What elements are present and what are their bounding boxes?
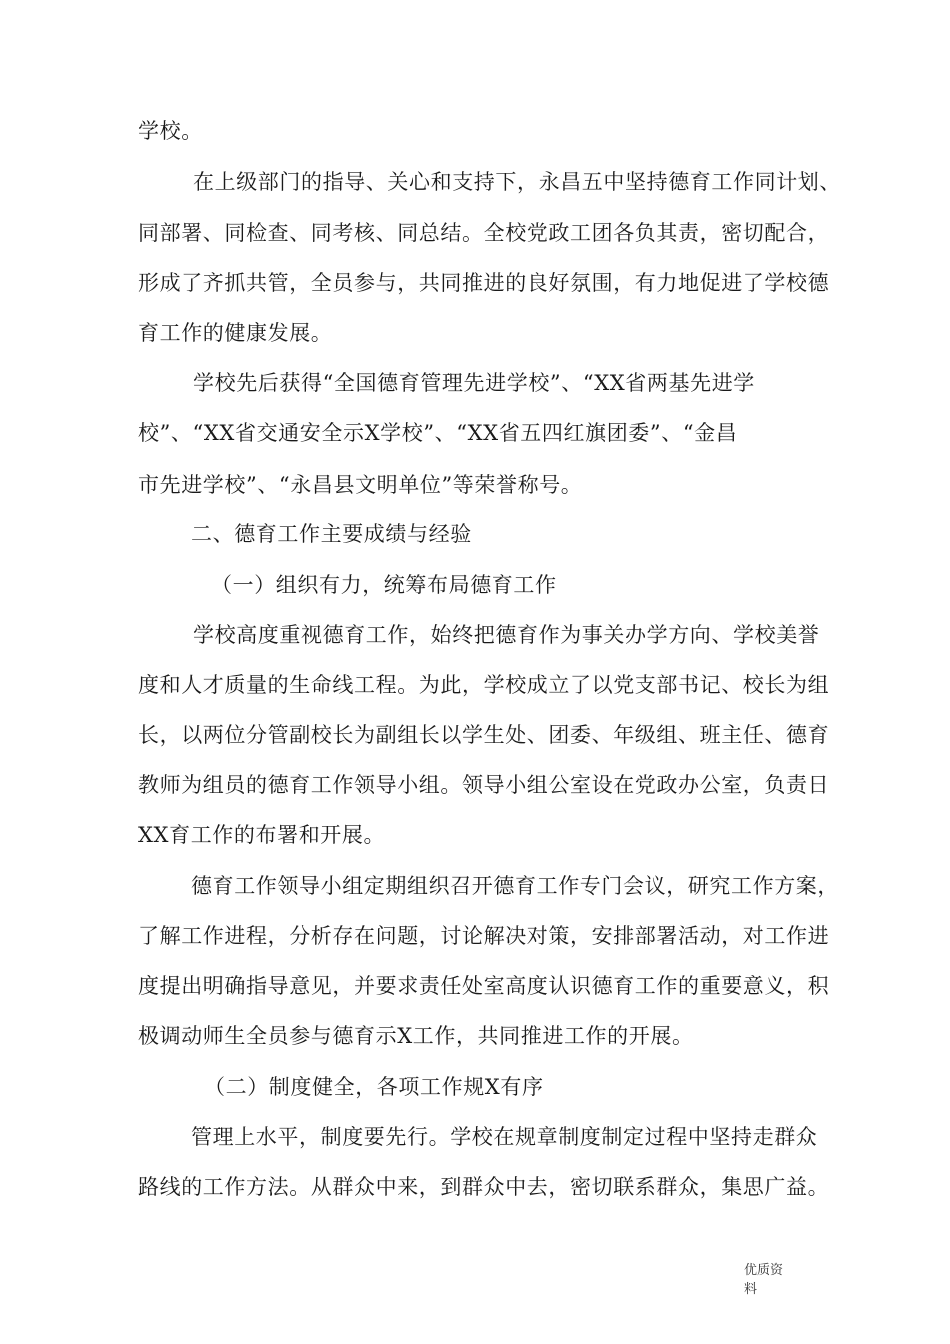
text-line: 学校。	[138, 119, 203, 143]
footer-note-line1: 优质资	[744, 1263, 784, 1278]
text-line: 路线的工作方法。从群众中来，到群众中去，密切联系群众，集思广益。	[138, 1175, 830, 1199]
section-heading: 二、德育工作主要成绩与经验	[191, 522, 472, 546]
text-line: 管理上水平，制度要先行。学校在规章制度制定过程中坚持走群众	[191, 1125, 818, 1149]
text-line: 形成了齐抓共管，全员参与，共同推进的良好氛围，有力地促进了学校德	[138, 271, 830, 295]
footer-note-line2: 料	[744, 1282, 758, 1297]
text-line: 极调动师生全员参与德育示X工作，共同推进工作的开展。	[138, 1024, 694, 1048]
text-line: 校”、“XX省交通安全示X学校”、“XX省五四红旗团委”、“金昌	[138, 421, 738, 445]
text-line: 学校先后获得“全国德育管理先进学校”、“XX省两基先进学	[193, 371, 755, 395]
text-line: 度和人才质量的生命线工程。为此，学校成立了以党支部书记、校长为组	[138, 673, 830, 697]
text-line: 长，以两位分管副校长为副组长以学生处、团委、年级组、班主任、德育	[138, 723, 830, 747]
text-line: 了解工作进程，分析存在问题，讨论解决对策，安排部署活动，对工作进	[138, 924, 830, 948]
text-line: 学校高度重视德育工作，始终把德育作为事关办学方向、学校美誉	[193, 623, 820, 647]
subsection-heading: （二）制度健全，各项工作规X有序	[204, 1075, 544, 1099]
text-line: 在上级部门的指导、关心和支持下，永昌五中坚持德育工作同计划、	[193, 170, 841, 194]
text-line: 育工作的健康发展。	[138, 321, 333, 345]
text-line: 德育工作领导小组定期组织召开德育工作专门会议，研究工作方案，	[191, 874, 839, 898]
text-line: XX育工作的布署和开展。	[138, 823, 386, 847]
text-line: 教师为组员的德育工作领导小组。领导小组公室设在党政办公室，负责日	[138, 773, 830, 797]
text-line: 市先进学校”、“永昌县文明单位”等荣誉称号。	[138, 473, 583, 497]
text-line: 同部署、同检查、同考核、同总结。全校党政工团各负其责，密切配合，	[138, 221, 830, 245]
subsection-heading: （一）组织有力，统筹布局德育工作	[211, 573, 557, 597]
text-line: 度提出明确指导意见，并要求责任处室高度认识德育工作的重要意义，积	[138, 974, 830, 998]
